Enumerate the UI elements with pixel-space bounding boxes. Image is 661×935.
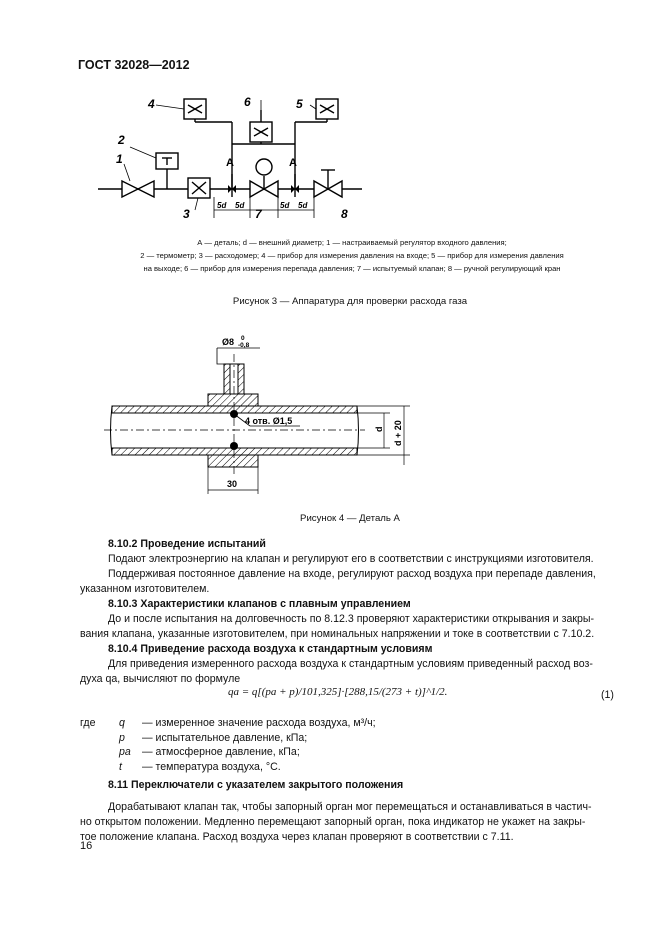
paragraph: вания клапана, указанные изготовителем, при номинальных напряжении и токе в соответствии с 7.10.2.: [80, 628, 595, 640]
label-4: 4: [148, 97, 155, 111]
figure-3-legend: [92, 236, 612, 275]
label-1: 1: [116, 152, 123, 166]
section-heading: 8.10.4 Приведение расхода воздуха к стандартным условиям: [108, 643, 433, 655]
legend-line: на выходе; 6 — прибор для измерения перепада давления; 7 — испытуемый клапан; 8 — ручной регулирующий кран: [143, 264, 561, 273]
paragraph: духа qa, вычисляют по формуле: [80, 673, 241, 685]
label-7: 7: [255, 207, 262, 221]
legend-line: А — деталь; d — внешний диаметр; 1 — настраиваемый регулятор входного давления;: [197, 238, 507, 247]
where-label: где: [80, 717, 96, 729]
figure-4-drawing: [100, 334, 420, 504]
section-heading: 8.11 Переключатели с указателем закрытого положения: [108, 779, 404, 791]
formula-1: qa = q[(pa + p)/101,325]·[288,15/(273 + t)]^1/2.: [228, 686, 448, 698]
figure-3-caption: Рисунок 3 — Аппаратура для проверки расхода газа: [232, 296, 468, 307]
symbol: q: [119, 717, 125, 729]
symbol: t: [119, 760, 122, 773]
paragraph: Поддерживая постоянное давление на входе, регулируют расход воздуха при перепаде давления,: [108, 568, 596, 580]
dim-5d-2: 5d: [235, 201, 245, 210]
figure-4-caption: Рисунок 4 — Деталь А: [300, 513, 400, 524]
label-6: 6: [244, 95, 251, 109]
paragraph: Подают электроэнергию на клапан и регулируют его в соответствии с инструкциями изготовителя.: [108, 553, 594, 565]
description: — температура воздуха, °С.: [142, 760, 281, 773]
paragraph: указанном изготовителем.: [80, 583, 210, 595]
tolerance-lower: -0,8: [238, 342, 250, 349]
description: — измеренное значение расхода воздуха, м³/ч;: [142, 717, 376, 729]
dim-5d-4: 5d: [298, 201, 308, 210]
description: — испытательное давление, кПа;: [142, 731, 308, 744]
dim-5d-1: 5d: [217, 201, 227, 210]
figure-3-diagram: [90, 92, 370, 232]
label-5: 5: [296, 97, 303, 111]
section-heading: 8.10.3 Характеристики клапанов с плавным управлением: [108, 598, 411, 610]
formula-number: (1): [601, 689, 614, 701]
paragraph: тое положение клапана. Расход воздуха через клапан проверяют в соответствии с 7.11.: [80, 831, 514, 843]
label-3: 3: [183, 207, 190, 221]
label-8: 8: [341, 207, 348, 221]
paragraph: До и после испытания на долговечность по 8.12.3 проверяют характеристики открывания и закры-: [108, 613, 595, 625]
standard-header: ГОСТ 32028—2012: [78, 58, 190, 72]
d-plus-20-label: d + 20: [393, 420, 403, 446]
legend-line: 2 — термометр; 3 — расходомер; 4 — прибор для измерения давления на входе; 5 — прибор для измерения давления: [140, 251, 564, 260]
d-label: d: [374, 426, 384, 432]
symbol: pa: [119, 746, 131, 759]
dim-5d-3: 5d: [280, 201, 290, 210]
paragraph: Для приведения измеренного расхода воздуха к стандартным условиям приведенный расход воз-: [108, 658, 593, 670]
label-a-right: А: [289, 157, 297, 169]
tolerance-upper: 0: [241, 335, 245, 342]
section-8-11: [80, 778, 620, 845]
section-8-10-2: [80, 537, 620, 687]
paragraph: но открытом положении. Медленно перемещают запорный орган, пока индикатор не укажет на закры-: [80, 816, 586, 828]
holes-label: 4 отв. Ø1,5: [245, 416, 293, 426]
tube-diameter-label: Ø8: [222, 337, 235, 347]
section-heading: 8.10.2 Проведение испытаний: [108, 538, 266, 550]
paragraph: Дорабатывают клапан так, чтобы запорный орган мог перемещаться и останавливаться в частич-: [108, 801, 592, 813]
label-2: 2: [118, 133, 125, 147]
length-label: 30: [227, 479, 238, 489]
symbol: p: [119, 731, 125, 744]
page-number: 16: [80, 840, 93, 852]
description: — атмосферное давление, кПа;: [142, 746, 300, 759]
label-a-left: А: [226, 157, 234, 169]
